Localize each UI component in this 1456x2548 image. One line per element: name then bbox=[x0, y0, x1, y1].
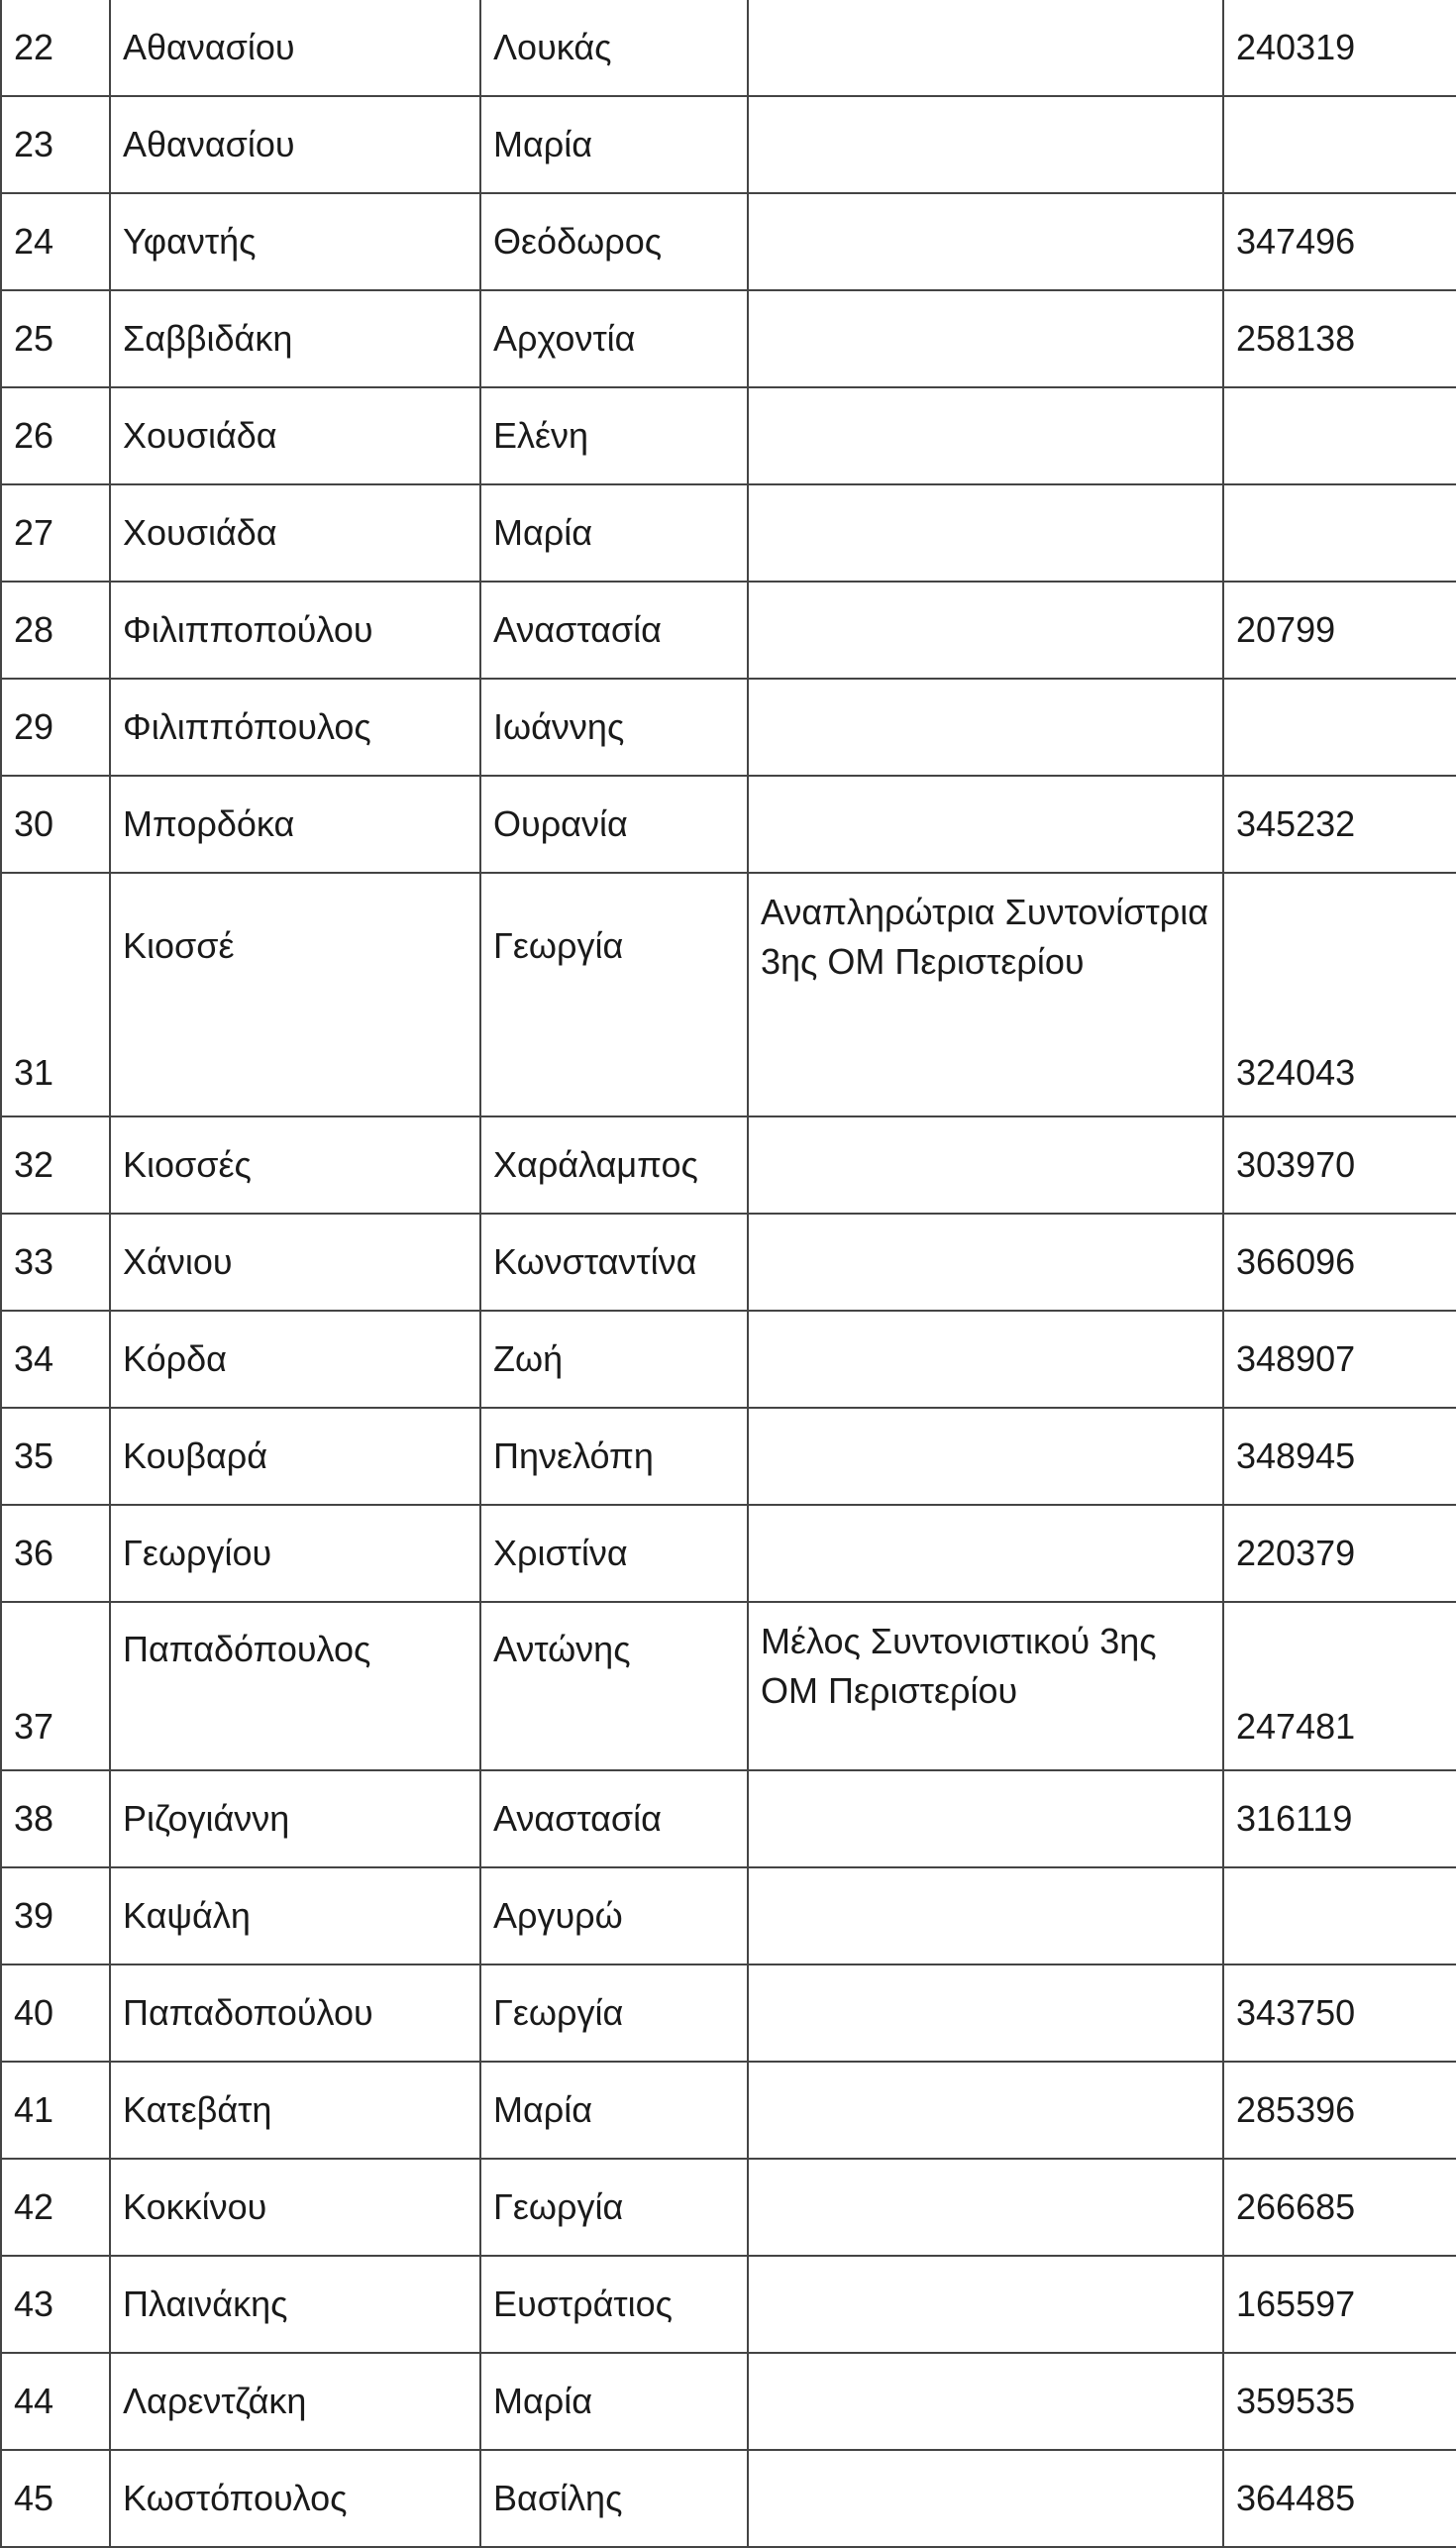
table-row bbox=[1, 96, 1456, 193]
row-number: 30 bbox=[1, 776, 110, 873]
role-cell bbox=[748, 1116, 1223, 1214]
firstname-cell: Γεωργία bbox=[480, 873, 748, 1116]
table-row bbox=[1, 776, 1456, 873]
role-cell bbox=[748, 1214, 1223, 1311]
firstname-cell: Κωνσταντίνα bbox=[480, 1214, 748, 1311]
role-cell bbox=[748, 2450, 1223, 2547]
table-row bbox=[1, 2450, 1456, 2547]
firstname-cell: Αναστασία bbox=[480, 1770, 748, 1867]
id-cell: 359535 bbox=[1223, 2353, 1456, 2450]
row-number: 43 bbox=[1, 2256, 110, 2353]
role-cell bbox=[748, 484, 1223, 582]
table-row bbox=[1, 582, 1456, 679]
row-number: 33 bbox=[1, 1214, 110, 1311]
table-row bbox=[1, 1602, 1456, 1770]
id-cell bbox=[1223, 1867, 1456, 1964]
role-cell bbox=[748, 1964, 1223, 2062]
surname-cell: Φιλιπποπούλου bbox=[110, 582, 480, 679]
firstname-cell: Μαρία bbox=[480, 2353, 748, 2450]
row-number: 39 bbox=[1, 1867, 110, 1964]
surname-cell: Καψάλη bbox=[110, 1867, 480, 1964]
firstname-cell: Χαράλαμπος bbox=[480, 1116, 748, 1214]
id-cell: 343750 bbox=[1223, 1964, 1456, 2062]
id-cell: 266685 bbox=[1223, 2159, 1456, 2256]
row-number: 29 bbox=[1, 679, 110, 776]
firstname-cell: Βασίλης bbox=[480, 2450, 748, 2547]
surname-cell: Ριζογιάννη bbox=[110, 1770, 480, 1867]
firstname-cell: Θεόδωρος bbox=[480, 193, 748, 290]
row-number: 45 bbox=[1, 2450, 110, 2547]
firstname-cell: Ουρανία bbox=[480, 776, 748, 873]
surname-cell: Μπορδόκα bbox=[110, 776, 480, 873]
role-cell bbox=[748, 96, 1223, 193]
table-row bbox=[1, 484, 1456, 582]
role-cell: Μέλος Συντονιστικού 3ης ΟΜ Περιστερίου bbox=[748, 1602, 1223, 1770]
firstname-cell: Αντώνης bbox=[480, 1602, 748, 1770]
row-number: 44 bbox=[1, 2353, 110, 2450]
row-number: 35 bbox=[1, 1408, 110, 1505]
table-row bbox=[1, 2159, 1456, 2256]
surname-cell: Παπαδόπουλος bbox=[110, 1602, 480, 1770]
id-cell bbox=[1223, 484, 1456, 582]
role-cell bbox=[748, 1408, 1223, 1505]
role-cell bbox=[748, 2062, 1223, 2159]
surname-cell: Αθανασίου bbox=[110, 0, 480, 96]
id-cell: 324043 bbox=[1223, 873, 1456, 1116]
table-row bbox=[1, 1867, 1456, 1964]
role-cell bbox=[748, 1770, 1223, 1867]
table-row bbox=[1, 290, 1456, 387]
firstname-cell: Ελένη bbox=[480, 387, 748, 484]
row-number: 37 bbox=[1, 1602, 110, 1770]
surname-cell: Πλαινάκης bbox=[110, 2256, 480, 2353]
role-cell bbox=[748, 1505, 1223, 1602]
id-cell: 316119 bbox=[1223, 1770, 1456, 1867]
row-number: 26 bbox=[1, 387, 110, 484]
firstname-cell: Αρχοντία bbox=[480, 290, 748, 387]
surname-cell: Κατεβάτη bbox=[110, 2062, 480, 2159]
row-number: 36 bbox=[1, 1505, 110, 1602]
role-cell: Αναπληρώτρια Συντονίστρια 3ης ΟΜ Περιστερίου bbox=[748, 873, 1223, 1116]
row-number: 42 bbox=[1, 2159, 110, 2256]
table-row bbox=[1, 2353, 1456, 2450]
firstname-cell: Πηνελόπη bbox=[480, 1408, 748, 1505]
role-cell bbox=[748, 2159, 1223, 2256]
role-cell bbox=[748, 2353, 1223, 2450]
role-cell bbox=[748, 776, 1223, 873]
surname-cell: Φιλιππόπουλος bbox=[110, 679, 480, 776]
firstname-cell: Ιωάννης bbox=[480, 679, 748, 776]
members-table-body bbox=[1, 0, 1456, 2547]
table-row bbox=[1, 1214, 1456, 1311]
firstname-cell: Χριστίνα bbox=[480, 1505, 748, 1602]
row-number: 23 bbox=[1, 96, 110, 193]
firstname-cell: Αναστασία bbox=[480, 582, 748, 679]
table-row bbox=[1, 1408, 1456, 1505]
surname-cell: Χάνιου bbox=[110, 1214, 480, 1311]
firstname-cell: Αργυρώ bbox=[480, 1867, 748, 1964]
table-row bbox=[1, 679, 1456, 776]
id-cell: 220379 bbox=[1223, 1505, 1456, 1602]
surname-cell: Υφαντής bbox=[110, 193, 480, 290]
firstname-cell: Μαρία bbox=[480, 484, 748, 582]
table-row bbox=[1, 0, 1456, 96]
table-row bbox=[1, 387, 1456, 484]
role-cell bbox=[748, 290, 1223, 387]
id-cell: 258138 bbox=[1223, 290, 1456, 387]
table-row bbox=[1, 1505, 1456, 1602]
firstname-cell: Ευστράτιος bbox=[480, 2256, 748, 2353]
table-row bbox=[1, 1770, 1456, 1867]
table-row bbox=[1, 1964, 1456, 2062]
id-cell: 364485 bbox=[1223, 2450, 1456, 2547]
id-cell: 348945 bbox=[1223, 1408, 1456, 1505]
table-row bbox=[1, 873, 1456, 1116]
surname-cell: Παπαδοπούλου bbox=[110, 1964, 480, 2062]
surname-cell: Κιοσσέ bbox=[110, 873, 480, 1116]
row-number: 31 bbox=[1, 873, 110, 1116]
surname-cell: Κουβαρά bbox=[110, 1408, 480, 1505]
surname-cell: Χουσιάδα bbox=[110, 484, 480, 582]
firstname-cell: Μαρία bbox=[480, 96, 748, 193]
surname-cell: Λαρεντζάκη bbox=[110, 2353, 480, 2450]
table-row bbox=[1, 1311, 1456, 1408]
table-row bbox=[1, 2062, 1456, 2159]
row-number: 28 bbox=[1, 582, 110, 679]
surname-cell: Κωστόπουλος bbox=[110, 2450, 480, 2547]
row-number: 41 bbox=[1, 2062, 110, 2159]
surname-cell: Κιοσσές bbox=[110, 1116, 480, 1214]
row-number: 38 bbox=[1, 1770, 110, 1867]
table-row bbox=[1, 193, 1456, 290]
id-cell: 165597 bbox=[1223, 2256, 1456, 2353]
role-cell bbox=[748, 2256, 1223, 2353]
firstname-cell: Λουκάς bbox=[480, 0, 748, 96]
surname-cell: Γεωργίου bbox=[110, 1505, 480, 1602]
surname-cell: Χουσιάδα bbox=[110, 387, 480, 484]
role-cell bbox=[748, 1867, 1223, 1964]
role-cell bbox=[748, 0, 1223, 96]
role-cell bbox=[748, 193, 1223, 290]
id-cell: 303970 bbox=[1223, 1116, 1456, 1214]
id-cell: 20799 bbox=[1223, 582, 1456, 679]
id-cell: 348907 bbox=[1223, 1311, 1456, 1408]
id-cell: 285396 bbox=[1223, 2062, 1456, 2159]
id-cell bbox=[1223, 96, 1456, 193]
id-cell: 247481 bbox=[1223, 1602, 1456, 1770]
surname-cell: Κόρδα bbox=[110, 1311, 480, 1408]
id-cell bbox=[1223, 387, 1456, 484]
surname-cell: Σαββιδάκη bbox=[110, 290, 480, 387]
row-number: 32 bbox=[1, 1116, 110, 1214]
firstname-cell: Μαρία bbox=[480, 2062, 748, 2159]
row-number: 22 bbox=[1, 0, 110, 96]
firstname-cell: Ζωή bbox=[480, 1311, 748, 1408]
id-cell: 366096 bbox=[1223, 1214, 1456, 1311]
table-row bbox=[1, 1116, 1456, 1214]
table-row bbox=[1, 2256, 1456, 2353]
role-cell bbox=[748, 387, 1223, 484]
id-cell: 345232 bbox=[1223, 776, 1456, 873]
row-number: 40 bbox=[1, 1964, 110, 2062]
surname-cell: Αθανασίου bbox=[110, 96, 480, 193]
row-number: 27 bbox=[1, 484, 110, 582]
surname-cell: Κοκκίνου bbox=[110, 2159, 480, 2256]
id-cell: 240319 bbox=[1223, 0, 1456, 96]
row-number: 34 bbox=[1, 1311, 110, 1408]
row-number: 24 bbox=[1, 193, 110, 290]
role-cell bbox=[748, 582, 1223, 679]
firstname-cell: Γεωργία bbox=[480, 1964, 748, 2062]
id-cell bbox=[1223, 679, 1456, 776]
firstname-cell: Γεωργία bbox=[480, 2159, 748, 2256]
id-cell: 347496 bbox=[1223, 193, 1456, 290]
role-cell bbox=[748, 1311, 1223, 1408]
role-cell bbox=[748, 679, 1223, 776]
row-number: 25 bbox=[1, 290, 110, 387]
